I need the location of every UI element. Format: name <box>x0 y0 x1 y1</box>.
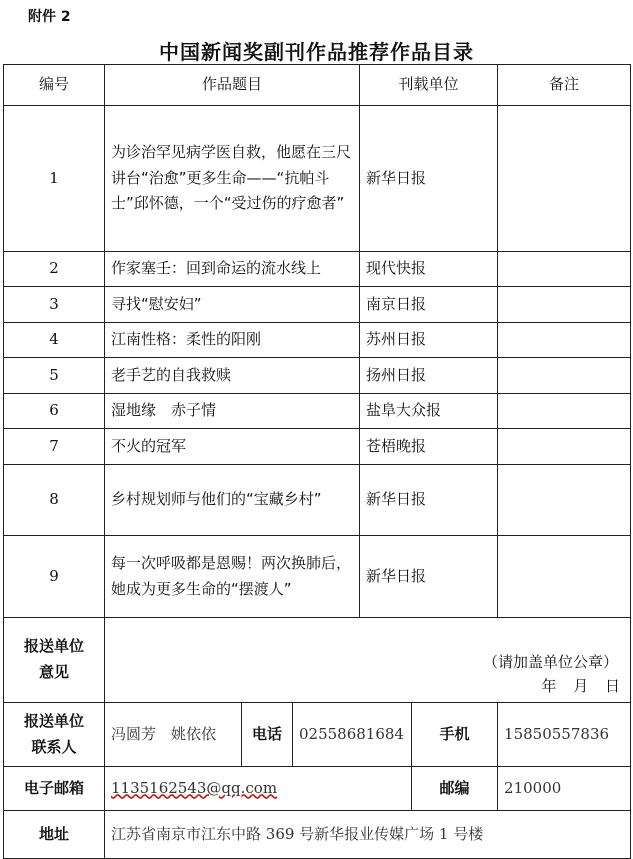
row-publisher: 南京日报 <box>360 287 498 323</box>
table-row <box>4 394 631 429</box>
row-title: 江南性格：柔性的阳刚 <box>105 323 360 358</box>
row-remark <box>498 323 631 358</box>
row-num: 7 <box>4 429 105 465</box>
email-row <box>4 767 631 811</box>
row-title: 不火的冠军 <box>105 429 360 465</box>
row-remark <box>498 358 631 394</box>
table-row <box>4 252 631 287</box>
row-title: 作家塞壬：回到命运的流水线上 <box>105 252 360 287</box>
row-remark <box>498 106 631 252</box>
row-publisher: 新华日报 <box>360 536 498 618</box>
table-row <box>4 465 631 536</box>
row-remark <box>498 287 631 323</box>
row-title: 老手艺的自我救赎 <box>105 358 360 394</box>
row-num: 3 <box>4 287 105 323</box>
recommendation-table <box>3 64 631 859</box>
postcode-label: 邮编 <box>412 767 498 811</box>
header-remark: 备注 <box>498 65 631 106</box>
row-remark <box>498 252 631 287</box>
email-text: 1135162543@qq.com <box>111 778 278 797</box>
row-publisher: 扬州日报 <box>360 358 498 394</box>
table-row <box>4 429 631 465</box>
row-title: 每一次呼吸都是恩赐！两次换肺后，她成为更多生命的“摆渡人” <box>105 536 360 618</box>
row-title: 寻找“慰安妇” <box>105 287 360 323</box>
opinion-label: 报送单位意见 <box>4 618 105 703</box>
row-publisher: 新华日报 <box>360 106 498 252</box>
row-title: 湿地缘 赤子情 <box>105 394 360 429</box>
address-value[interactable]: 江苏省南京市江东中路 369 号新华报业传媒广场 1 号楼 <box>105 811 631 859</box>
row-num: 5 <box>4 358 105 394</box>
phone-value[interactable]: 02558681684 <box>293 703 412 767</box>
table-row <box>4 358 631 394</box>
row-title: 乡村规划师与他们的“宝藏乡村” <box>105 465 360 536</box>
row-num: 6 <box>4 394 105 429</box>
phone-label: 电话 <box>242 703 293 767</box>
contact-row <box>4 703 631 767</box>
opinion-row <box>4 618 631 703</box>
page-title: 中国新闻奖副刊作品推荐作品目录 <box>159 40 474 64</box>
contact-names[interactable]: 冯圆芳 姚依依 <box>105 703 242 767</box>
row-publisher: 盐阜大众报 <box>360 394 498 429</box>
contact-label: 报送单位联系人 <box>4 703 105 767</box>
header-work-title: 作品题目 <box>105 65 360 106</box>
email-label: 电子邮箱 <box>4 767 105 811</box>
email-value[interactable] <box>105 767 412 811</box>
row-remark <box>498 465 631 536</box>
row-publisher: 苍梧晚报 <box>360 429 498 465</box>
row-publisher: 新华日报 <box>360 465 498 536</box>
header-publisher: 刊载单位 <box>360 65 498 106</box>
row-title: 为诊治罕见病学医自救，他愿在三尺讲台“治愈”更多生命——“抗帕斗士”邱怀德，一个“受过伤的疗愈者” <box>105 106 360 252</box>
table-row <box>4 536 631 618</box>
address-row <box>4 811 631 859</box>
postcode-value[interactable]: 210000 <box>498 767 631 811</box>
table-row <box>4 323 631 358</box>
row-publisher: 现代快报 <box>360 252 498 287</box>
mobile-value[interactable]: 15850557836 <box>498 703 631 767</box>
row-num: 8 <box>4 465 105 536</box>
address-label: 地址 <box>4 811 105 859</box>
row-num: 9 <box>4 536 105 618</box>
mobile-label: 手机 <box>412 703 498 767</box>
header-num: 编号 <box>4 65 105 106</box>
seal-note: （请加盖单位公章） <box>483 653 619 672</box>
table-row <box>4 287 631 323</box>
row-num: 2 <box>4 252 105 287</box>
attachment-label: 附件 2 <box>28 9 71 25</box>
row-num: 1 <box>4 106 105 252</box>
row-remark <box>498 394 631 429</box>
date-note: 年 月 日 <box>541 677 621 696</box>
row-remark <box>498 536 631 618</box>
row-publisher: 苏州日报 <box>360 323 498 358</box>
row-remark <box>498 429 631 465</box>
row-num: 4 <box>4 323 105 358</box>
table-header-row <box>4 65 631 106</box>
opinion-cell[interactable] <box>105 618 631 703</box>
table-row <box>4 106 631 252</box>
